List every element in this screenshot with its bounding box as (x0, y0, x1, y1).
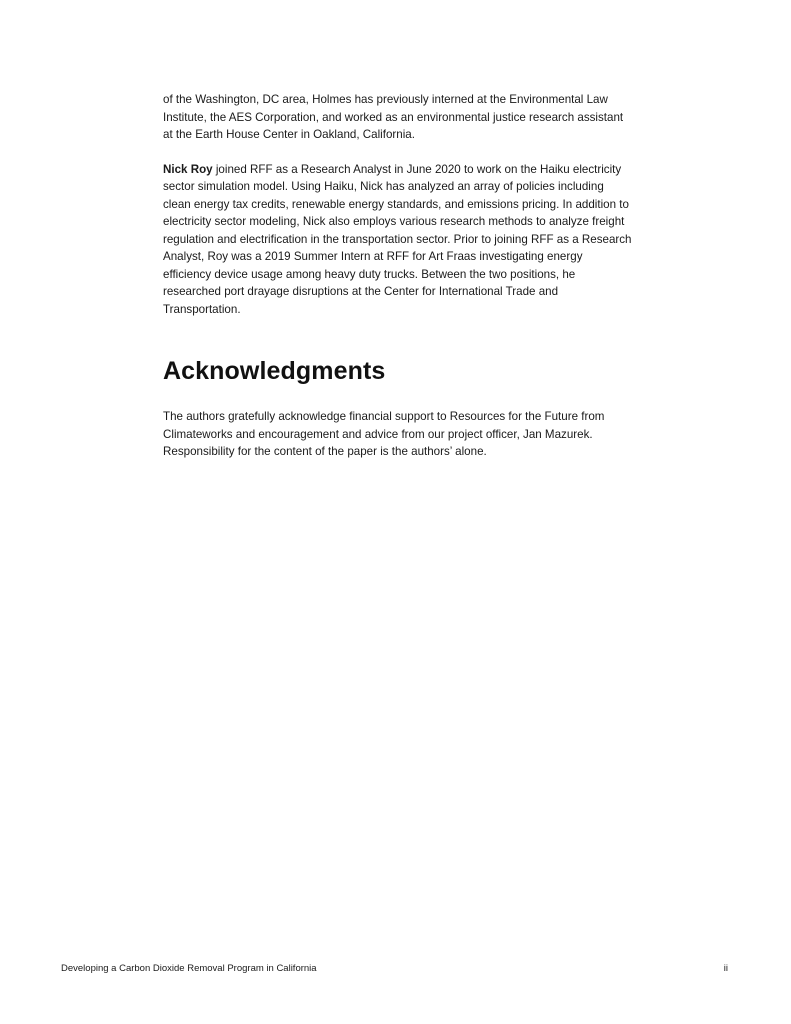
footer-page-number: ii (723, 963, 728, 974)
footer-document-title: Developing a Carbon Dioxide Removal Program in California (61, 963, 317, 974)
roy-bio-paragraph (163, 161, 633, 319)
page-content (163, 91, 633, 461)
holmes-bio-continuation: of the Washington, DC area, Holmes has previously interned at the Environmental Law Institute, the AES Corporation, and worked as an environmental justice research assistant at the Earth House Center in Oakland, California. (163, 93, 624, 141)
page-footer (0, 962, 791, 976)
roy-bio-text: joined RFF as a Research Analyst in June 2020 to work on the Haiku electricity sector simulation model. Using Haiku, Nick has analyzed an array of policies including clean energy tax credits, renewable energy standards, and emissions pricing. In addition to electricity sector modeling, Nick also employs various research methods to analyze freight regulation and electrification in the transportation sector. Prior to joining RFF as a Research Analyst, Roy was a 2019 Summer Intern at RFF for Art Fraas investigating energy efficiency device usage among heavy duty trucks. Between the two positions, he researched port drayage disruptions at the Center for International Trade and Transportation. (163, 162, 632, 316)
roy-name: Nick Roy (163, 162, 213, 176)
acknowledgments-text: The authors gratefully acknowledge financial support to Resources for the Future from Climateworks and encouragement and advice from our project officer, Jan Mazurek. Responsibility for the content of the paper is the authors’ alone. (163, 410, 605, 458)
acknowledgments-heading: Acknowledgments (163, 357, 386, 385)
